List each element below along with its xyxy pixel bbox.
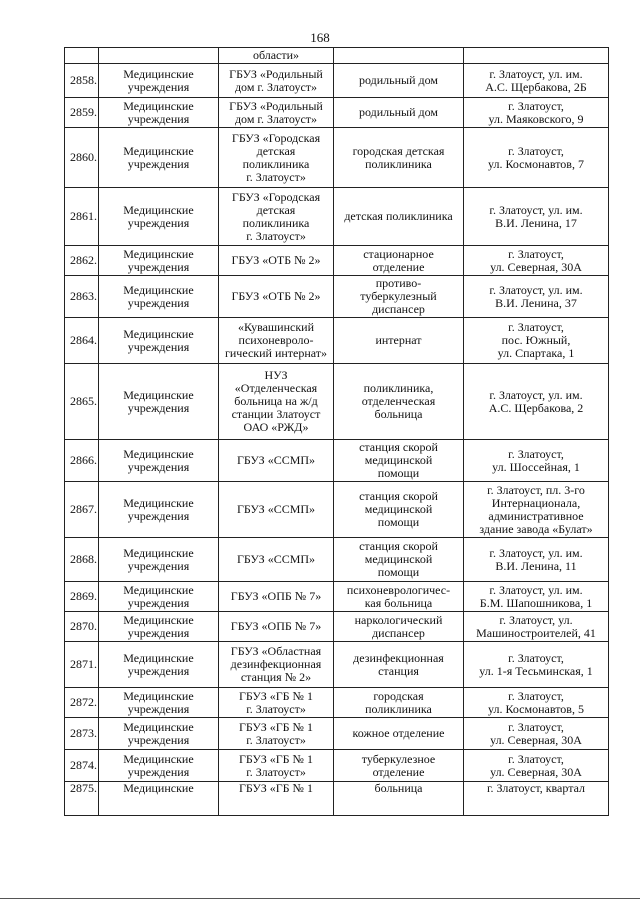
cell-owner: ГБУЗ «ОТБ № 2» bbox=[219, 246, 334, 276]
cell-address: г. Златоуст, ул. Космонавтов, 7 bbox=[464, 128, 609, 188]
cell-category: Медицинские учреждения bbox=[99, 718, 219, 750]
cell-type: психоневрологичес- кая больница bbox=[334, 582, 464, 612]
cell-category: Медицинские учреждения bbox=[99, 128, 219, 188]
cell-type: противо- туберкулезный диспансер bbox=[334, 276, 464, 318]
cell-address: г. Златоуст, ул. им. В.И. Ленина, 37 bbox=[464, 276, 609, 318]
cell-category: Медицинские учреждения bbox=[99, 246, 219, 276]
table-row bbox=[65, 246, 609, 276]
cell-address: г. Златоуст, квартал bbox=[464, 782, 609, 816]
cell-num: 2873. bbox=[65, 718, 99, 750]
cell-type: станция скорой медицинской помощи bbox=[334, 482, 464, 538]
cell-num: 2874. bbox=[65, 750, 99, 782]
table-row bbox=[65, 98, 609, 128]
cell-category: Медицинские учреждения bbox=[99, 642, 219, 688]
cell-type: родильный дом bbox=[334, 64, 464, 98]
table-row bbox=[65, 64, 609, 98]
cell-owner: ГБУЗ «ССМП» bbox=[219, 440, 334, 482]
cell-address: г. Златоуст, ул. им. В.И. Ленина, 11 bbox=[464, 538, 609, 582]
cell-num: 2869. bbox=[65, 582, 99, 612]
table-row bbox=[65, 782, 609, 816]
cell-category: Медицинские учреждения bbox=[99, 538, 219, 582]
cell-address: г. Златоуст, ул. им. Б.М. Шапошникова, 1 bbox=[464, 582, 609, 612]
cell-category: Медицинские учреждения bbox=[99, 64, 219, 98]
cell-type: детская поликлиника bbox=[334, 188, 464, 246]
cell-owner: ГБУЗ «ГБ № 1 bbox=[219, 782, 334, 816]
cell-type: поликлиника, отделенческая больница bbox=[334, 364, 464, 440]
table-row bbox=[65, 188, 609, 246]
cell-num: 2862. bbox=[65, 246, 99, 276]
cell-type: станция скорой медицинской помощи bbox=[334, 538, 464, 582]
continuation-row bbox=[65, 48, 609, 64]
cell-num: 2868. bbox=[65, 538, 99, 582]
cell-address: г. Златоуст, пос. Южный, ул. Спартака, 1 bbox=[464, 318, 609, 364]
cell-owner: «Кувашинский психоневроло- гический интернат» bbox=[219, 318, 334, 364]
cell-type bbox=[334, 48, 464, 64]
cell-owner: ГБУЗ «ОПБ № 7» bbox=[219, 612, 334, 642]
cell-category: Медицинские учреждения bbox=[99, 612, 219, 642]
cell-type: туберкулезное отделение bbox=[334, 750, 464, 782]
cell-type: наркологический диспансер bbox=[334, 612, 464, 642]
cell-num: 2864. bbox=[65, 318, 99, 364]
cell-address: г. Златоуст, ул. Северная, 30А bbox=[464, 750, 609, 782]
table-row bbox=[65, 276, 609, 318]
cell-address: г. Златоуст, пл. 3-го Интернационала, административное здание завода «Булат» bbox=[464, 482, 609, 538]
cell-owner: ГБУЗ «ГБ № 1 г. Златоуст» bbox=[219, 688, 334, 718]
cell-type: интернат bbox=[334, 318, 464, 364]
cell-category bbox=[99, 48, 219, 64]
table-row bbox=[65, 582, 609, 612]
cell-category: Медицинские учреждения bbox=[99, 188, 219, 246]
cell-category: Медицинские учреждения bbox=[99, 318, 219, 364]
cell-address bbox=[464, 48, 609, 64]
cell-owner: НУЗ «Отделенческая больница на ж/д станции Златоуст ОАО «РЖД» bbox=[219, 364, 334, 440]
cell-num: 2859. bbox=[65, 98, 99, 128]
cell-category: Медицинские bbox=[99, 782, 219, 816]
cell-address: г. Златоуст, ул. им. А.С. Щербакова, 2Б bbox=[464, 64, 609, 98]
cell-owner: ГБУЗ «ОТБ № 2» bbox=[219, 276, 334, 318]
table-row bbox=[65, 718, 609, 750]
cell-address: г. Златоуст, ул. Космонавтов, 5 bbox=[464, 688, 609, 718]
cell-category: Медицинские учреждения bbox=[99, 440, 219, 482]
cell-num: 2861. bbox=[65, 188, 99, 246]
cell-num: 2858. bbox=[65, 64, 99, 98]
cell-type: городская поликлиника bbox=[334, 688, 464, 718]
cell-num: 2872. bbox=[65, 688, 99, 718]
cell-owner: ГБУЗ «Родильный дом г. Златоуст» bbox=[219, 98, 334, 128]
table-row bbox=[65, 318, 609, 364]
table-row bbox=[65, 612, 609, 642]
cell-type: кожное отделение bbox=[334, 718, 464, 750]
cell-category: Медицинские учреждения bbox=[99, 364, 219, 440]
cell-owner: ГБУЗ «ГБ № 1 г. Златоуст» bbox=[219, 750, 334, 782]
table-row bbox=[65, 538, 609, 582]
cell-owner: ГБУЗ «ГБ № 1 г. Златоуст» bbox=[219, 718, 334, 750]
cell-num: 2863. bbox=[65, 276, 99, 318]
table-row bbox=[65, 482, 609, 538]
cell-address: г. Златоуст, ул. Северная, 30А bbox=[464, 246, 609, 276]
cell-type: станция скорой медицинской помощи bbox=[334, 440, 464, 482]
cell-address: г. Златоуст, ул. Маяковского, 9 bbox=[464, 98, 609, 128]
cell-num: 2871. bbox=[65, 642, 99, 688]
cell-num: 2867. bbox=[65, 482, 99, 538]
cell-address: г. Златоуст, ул. Шоссейная, 1 bbox=[464, 440, 609, 482]
cell-num bbox=[65, 48, 99, 64]
cell-address: г. Златоуст, ул. Машиностроителей, 41 bbox=[464, 612, 609, 642]
table-row bbox=[65, 440, 609, 482]
cell-num: 2875. bbox=[65, 782, 99, 816]
cell-category: Медицинские учреждения bbox=[99, 98, 219, 128]
cell-num: 2866. bbox=[65, 440, 99, 482]
cell-owner: ГБУЗ «Областная дезинфекционная станция № 2» bbox=[219, 642, 334, 688]
cell-type: родильный дом bbox=[334, 98, 464, 128]
cell-address: г. Златоуст, ул. им. В.И. Ленина, 17 bbox=[464, 188, 609, 246]
table-row bbox=[65, 750, 609, 782]
cell-owner: ГБУЗ «ССМП» bbox=[219, 538, 334, 582]
cell-owner: ГБУЗ «Родильный дом г. Златоуст» bbox=[219, 64, 334, 98]
table-row bbox=[65, 128, 609, 188]
facilities-table bbox=[64, 47, 609, 816]
table-row bbox=[65, 642, 609, 688]
cell-owner: области» bbox=[219, 48, 334, 64]
cell-owner: ГБУЗ «Городская детская поликлиника г. Златоуст» bbox=[219, 188, 334, 246]
cell-owner: ГБУЗ «ССМП» bbox=[219, 482, 334, 538]
cell-type: городская детская поликлиника bbox=[334, 128, 464, 188]
table-row bbox=[65, 688, 609, 718]
cell-num: 2860. bbox=[65, 128, 99, 188]
cell-category: Медицинские учреждения bbox=[99, 482, 219, 538]
cell-category: Медицинские учреждения bbox=[99, 582, 219, 612]
cell-category: Медицинские учреждения bbox=[99, 688, 219, 718]
cell-owner: ГБУЗ «ОПБ № 7» bbox=[219, 582, 334, 612]
page-bottom-rule bbox=[0, 898, 640, 899]
cell-type: больница bbox=[334, 782, 464, 816]
cell-owner: ГБУЗ «Городская детская поликлиника г. Златоуст» bbox=[219, 128, 334, 188]
cell-category: Медицинские учреждения bbox=[99, 750, 219, 782]
cell-type: стационарное отделение bbox=[334, 246, 464, 276]
cell-address: г. Златоуст, ул. 1-я Тесьминская, 1 bbox=[464, 642, 609, 688]
cell-num: 2870. bbox=[65, 612, 99, 642]
cell-num: 2865. bbox=[65, 364, 99, 440]
page-number: 168 bbox=[310, 30, 330, 45]
cell-address: г. Златоуст, ул. им. А.С. Щербакова, 2 bbox=[464, 364, 609, 440]
cell-category: Медицинские учреждения bbox=[99, 276, 219, 318]
table-row bbox=[65, 364, 609, 440]
cell-address: г. Златоуст, ул. Северная, 30А bbox=[464, 718, 609, 750]
cell-type: дезинфекционная станция bbox=[334, 642, 464, 688]
